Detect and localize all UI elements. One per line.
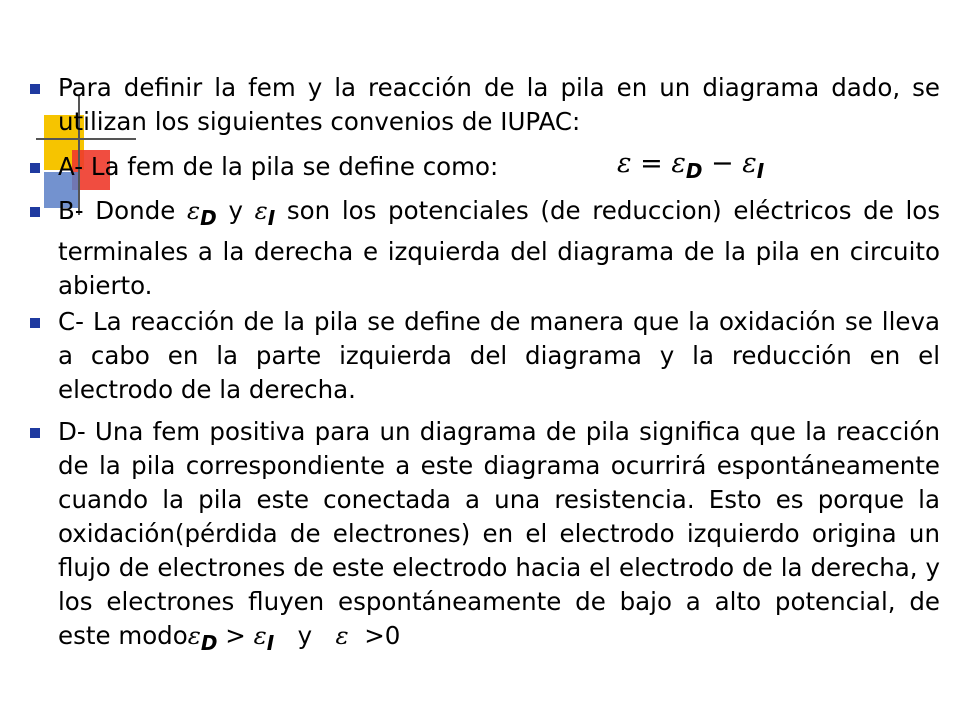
bullet-item-d: D- Una fem positiva para un diagrama de pila significa que la reacción de la pila correspondiente a este diagrama ocurrirá espontáneamente cuando la pila este conectada a una resistencia. Esto es porque la oxidación(pérdida de electrones) en el electrodo izquierdo origina un flujo de electrones de este electrodo hacia el electrodo de la derecha, y los electrones fluyen espontáneamente de bajo a alto potencial, de este modoε$_D$ > $\varepsilon_I$ y ε >0 bbox=[58, 417, 940, 655]
bullet-marker bbox=[30, 84, 40, 94]
bullet-marker bbox=[30, 318, 40, 328]
bullet-item-c: C- La reacción de la pila se define de manera que la oxidación se lleva a cabo en la parte izquierda del diagrama y la reducción en el electrodo de la derecha. bbox=[58, 307, 940, 404]
bullet-item-a: A- La fem de la pila se define como: bbox=[58, 152, 499, 181]
bullet-marker bbox=[30, 163, 40, 173]
bullet-marker bbox=[30, 428, 40, 438]
fem-equation: $\varepsilon = \varepsilon_D - \varepsilon_I$ bbox=[617, 148, 765, 183]
bullet-item-intro: Para definir la fem y la reacción de la pila en un diagrama dado, se utilizan los siguientes convenios de IUPAC: bbox=[58, 73, 940, 136]
bullet-marker bbox=[30, 207, 40, 217]
bullet-item-b: B- Donde $\varepsilon_D$ y $\varepsilon_I$ son los potenciales (de reduccion) eléctricos de los terminales a la derecha e izquierda del diagrama de la pila en circuito abierto. bbox=[58, 196, 941, 300]
